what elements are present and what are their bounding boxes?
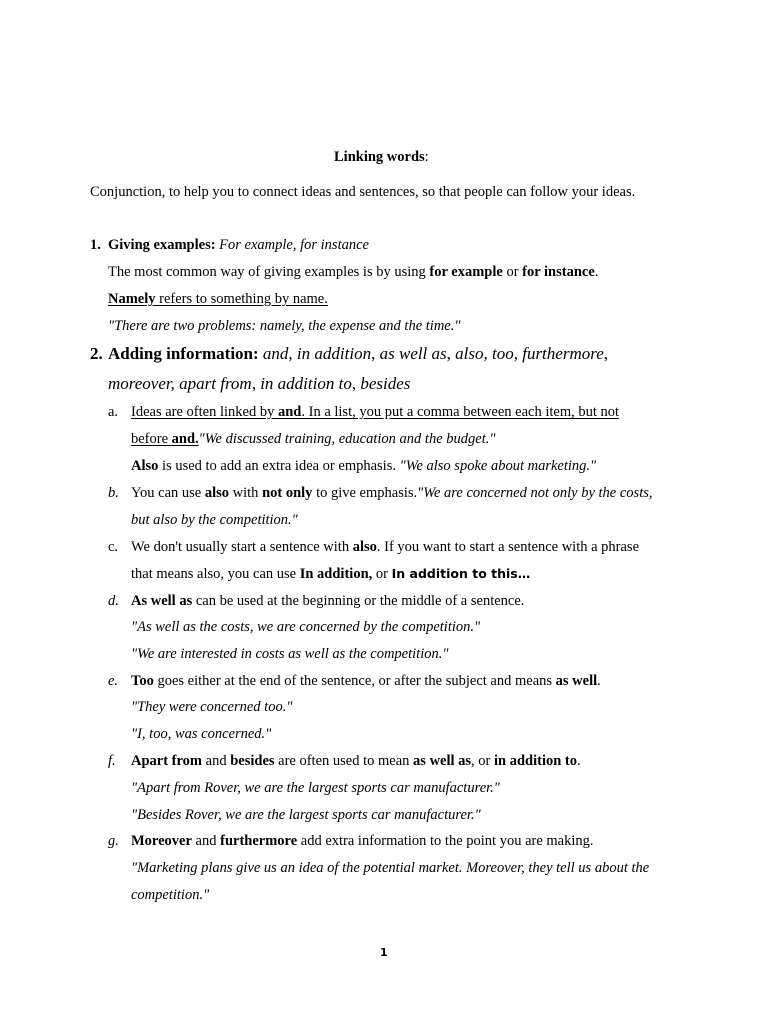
item-e-quote-2: "I, too, was concerned." <box>131 726 272 742</box>
section-1-heading-examples: For example, for instance <box>219 237 369 253</box>
title-colon: : <box>424 149 429 165</box>
page-number: 1 <box>380 946 388 959</box>
section-2-heading-cont: moreover, apart from, in addition to, besides <box>108 374 411 393</box>
item-d-line-1: As well as can be used at the beginning or the middle of a sentence. <box>131 593 525 609</box>
item-g-line-1: Moreover and furthermore add extra information to the point you are making. <box>131 833 594 849</box>
item-e-quote-1: "They were concerned too." <box>131 699 293 715</box>
item-d-quote-2: "We are interested in costs as well as the competition." <box>131 646 449 662</box>
section-2-number: 2. <box>90 344 103 363</box>
intro-paragraph: Conjunction, to help you to connect ideas and sentences, so that people can follow your ideas. <box>90 184 636 200</box>
item-f-quote-1: "Apart from Rover, we are the largest sports car manufacturer." <box>131 780 500 796</box>
section-2-heading-label: Adding information: <box>108 344 259 363</box>
item-a-marker: a. <box>108 404 119 420</box>
item-f-marker: f. <box>108 753 116 769</box>
item-g-quote-1: "Marketing plans give us an idea of the potential market. Moreover, they tell us about the <box>131 860 650 876</box>
item-d-marker: d. <box>108 593 119 609</box>
item-c-line-1: We don't usually start a sentence with also. If you want to start a sentence with a phrase <box>131 539 640 555</box>
section-1-line-2: Namely refers to something by name. <box>108 291 328 307</box>
section-2-heading: Adding information: and, in addition, as well as, also, too, furthermore, <box>108 344 608 363</box>
item-b-line-2: but also by the competition." <box>131 512 298 528</box>
item-b-marker: b. <box>108 485 119 501</box>
item-a-line-3: Also is used to add an extra idea or emphasis. "We also spoke about marketing." <box>131 458 597 474</box>
section-1-number: 1. <box>90 237 101 253</box>
item-f-quote-2: "Besides Rover, we are the largest sports car manufacturer." <box>131 807 481 823</box>
item-e-line-1: Too goes either at the end of the sentence, or after the subject and means as well. <box>131 673 601 689</box>
item-d-quote-1: "As well as the costs, we are concerned by the competition." <box>131 619 481 635</box>
section-1-line-1: The most common way of giving examples is by using for example or for instance. <box>108 264 599 280</box>
item-a-line-2: before and."We discussed training, education and the budget." <box>131 431 496 447</box>
section-1-heading <box>108 236 369 254</box>
title-text: Linking words <box>334 149 425 165</box>
item-c-line-2: that means also, you can use In addition, or In addition to this… <box>131 566 531 582</box>
item-f-line-1: Apart from and besides are often used to mean as well as, or in addition to. <box>131 753 581 769</box>
item-g-marker: g. <box>108 833 119 849</box>
item-c-marker: c. <box>108 539 119 555</box>
section-1-quote: "There are two problems: namely, the expense and the time." <box>108 318 461 334</box>
section-1-heading-label: Giving examples: <box>108 237 216 253</box>
item-e-marker: e. <box>108 673 119 689</box>
item-g-quote-2: competition." <box>131 887 210 903</box>
page-title <box>334 148 429 166</box>
item-b-line-1: You can use also with not only to give emphasis."We are concerned not only by the costs, <box>131 485 653 501</box>
item-a-line-1: Ideas are often linked by and. In a list, you put a comma between each item, but not <box>131 404 620 420</box>
